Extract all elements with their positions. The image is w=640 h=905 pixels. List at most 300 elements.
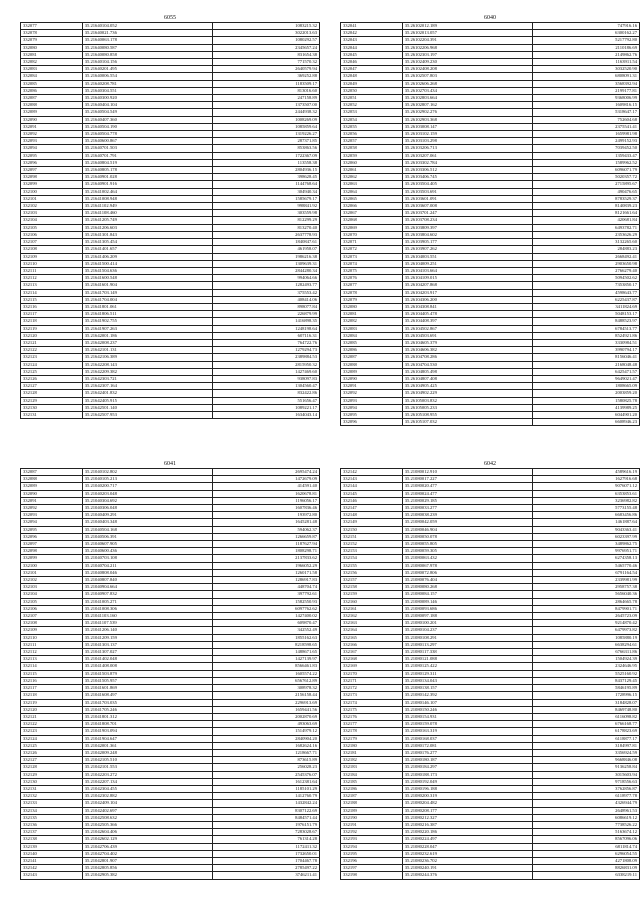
table-row [21,821,320,828]
row-id-cell: 332081 [21,51,83,58]
value-cell: 6118977.78 [532,793,639,800]
table-row [21,627,320,634]
table-row [341,339,640,346]
table-row [341,37,640,44]
value-cell: 8524921.86 [532,332,639,339]
row-id-cell: 332193 [341,836,403,843]
table-row [341,217,640,224]
value-cell: 2168048.48 [532,361,639,368]
table-row [341,857,640,864]
coordinate-cell: 35.21641500.414 [82,260,212,267]
coordinate-cell: 35.21080168.037 [402,735,532,742]
row-id-cell: 332124 [21,361,83,368]
coordinate-cell: 35.21080244.376 [402,872,532,879]
value-cell: 6766311.86 [532,649,639,656]
value-cell: 1986216.38 [212,253,319,260]
table-row [341,123,640,130]
coordinate-cell: 35.21040703.108 [82,555,212,562]
value-cell: 8488523.97 [532,318,639,325]
row-id-cell: 332191 [341,821,403,828]
coordinate-cell: 35.21080220.186 [402,829,532,836]
table-row [341,87,640,94]
table-row [341,260,640,267]
coordinate-cell: 35.21080050.078 [402,533,532,540]
coordinate-cell: 35.21042604.406 [82,829,212,836]
value-cell: 5163674.12 [532,829,639,836]
value-cell: 1183509.17 [212,80,319,87]
row-id-cell: 332110 [21,260,83,267]
value-cell: 1605574.22 [212,670,319,677]
row-id-cell: 332094 [21,519,83,526]
coordinate-cell: 35.21080089.146 [402,598,532,605]
row-id-cell: 332131 [21,785,83,792]
table-row [21,670,320,677]
table-row [341,634,640,641]
coordinate-cell: 35.26104708.286 [402,354,532,361]
value-cell: 8156046.41 [532,354,639,361]
value-cell: 3762856.87 [532,785,639,792]
value-cell: 2199177.81 [532,87,639,94]
panel-top-left [20,14,320,419]
row-id-cell: 332196 [341,857,403,864]
table-row [341,605,640,612]
coordinate-cell: 35.21641704.004 [82,296,212,303]
row-id-cell: 332058 [341,145,403,152]
coordinate-cell: 35.21080097.188 [402,613,532,620]
coordinate-cell: 35.21080146.107 [402,699,532,706]
row-id-cell: 332093 [341,397,403,404]
value-cell: 193972.80 [212,512,319,519]
coordinate-cell: 35.21641205.749 [82,217,212,224]
table-row [21,203,320,210]
table-row [21,497,320,504]
row-id-cell: 332170 [341,670,403,677]
value-cell: 1659441.56 [212,706,319,713]
table-row [21,728,320,735]
row-id-cell: 332104 [21,591,83,598]
value-cell: 4589616.19 [532,469,639,476]
coordinate-cell: 35.21041107.539 [82,620,212,627]
coordinate-cell: 35.21642101.131 [82,347,212,354]
row-id-cell: 332078 [21,30,83,37]
value-cell: 4598643.77 [532,289,639,296]
row-id-cell: 332116 [21,303,83,310]
table-row [21,836,320,843]
value-cell: 2110186.69 [532,44,639,51]
coordinate-cell: 35.21080232.619 [402,850,532,857]
table-row [341,231,640,238]
row-id-cell: 332146 [341,497,403,504]
coordinate-cell: 35.21041904.647 [82,735,212,742]
row-id-cell: 332090 [21,490,83,497]
table-row [21,807,320,814]
row-id-cell: 332072 [341,246,403,253]
coordinate-cell: 35.21040203.048 [82,490,212,497]
table-row [21,138,320,145]
value-cell: 2156158.44 [212,692,319,699]
row-id-cell: 332093 [21,512,83,519]
table-row [341,210,640,217]
table-row [341,375,640,382]
table-row [341,368,640,375]
row-id-cell: 332103 [21,584,83,591]
row-id-cell: 332103 [21,210,83,217]
table-row [341,656,640,663]
coordinate-cell: 35.21080072.806 [402,569,532,576]
row-id-cell: 332192 [341,829,403,836]
table-row [21,749,320,756]
table-row [21,145,320,152]
row-id-cell: 332126 [21,749,83,756]
coordinate-cell: 35.26104203.917 [402,289,532,296]
coordinate-cell: 35.21040704.211 [82,562,212,569]
table-row [341,239,640,246]
coordinate-cell: 35.26103601.091 [402,195,532,202]
value-cell: 1008269.09 [212,116,319,123]
row-id-cell: 332101 [21,569,83,576]
row-id-cell: 332122 [21,721,83,728]
table-row [341,850,640,857]
coordinate-cell: 35.26102013.057 [402,30,532,37]
coordinate-cell: 35.21080093.686 [402,605,532,612]
row-id-cell: 332043 [341,37,403,44]
value-cell: 2375541.41 [532,123,639,130]
value-cell: 5318647.17 [532,109,639,116]
coordinate-cell: 35.21080100.201 [402,620,532,627]
table-row [21,282,320,289]
value-cell: 2804936.15 [212,167,319,174]
table-row [21,541,320,548]
coordinate-cell: 35.26104807.408 [402,375,532,382]
coordinate-cell: 35.21640201.495 [82,66,212,73]
row-id-cell: 332111 [21,641,83,648]
table-row [341,195,640,202]
row-id-cell: 332124 [21,735,83,742]
coordinate-cell: 35.21080240.191 [402,865,532,872]
coordinate-cell: 35.21080020.477 [402,483,532,490]
table-row [21,735,320,742]
coordinate-cell: 35.26102902.276 [402,109,532,116]
value-cell: 752604.68 [532,116,639,123]
value-cell: 8307122.69 [212,807,319,814]
coordinate-cell: 35.21041808.701 [82,721,212,728]
row-id-cell: 332109 [21,627,83,634]
value-cell: 6096071.79 [532,167,639,174]
value-cell: 9976951.71 [532,548,639,555]
value-cell: 551656.47 [212,397,319,404]
row-id-cell: 332179 [341,735,403,742]
row-id-cell: 332126 [21,375,83,382]
value-cell: 9214870.42 [532,620,639,627]
value-cell: 420681.84 [532,217,639,224]
table-row [341,145,640,152]
table-row [21,390,320,397]
coordinate-cell: 35.21641008.948 [82,195,212,202]
row-id-cell: 332090 [341,375,403,382]
value-cell: 1966052.29 [212,562,319,569]
value-cell: 2903650.98 [532,260,639,267]
row-id-cell: 332091 [341,383,403,390]
row-id-cell: 332159 [341,591,403,598]
row-id-cell: 332153 [341,548,403,555]
table-row [21,37,320,44]
coordinate-cell: 35.26103102.159 [402,131,532,138]
coordinate-cell: 35.21640701.503 [82,145,212,152]
table-row [21,23,320,30]
value-cell: 6086619.12 [532,814,639,821]
table-row [341,253,640,260]
table-row [341,23,640,30]
table-row [21,361,320,368]
value-cell: 1732650.01 [212,850,319,857]
table-row [21,562,320,569]
coordinate-cell: 35.26105108.955 [402,411,532,418]
value-cell: 813270.40 [212,224,319,231]
row-id-cell: 332171 [341,677,403,684]
row-id-cell: 332142 [341,469,403,476]
value-cell: 308978.32 [212,685,319,692]
value-cell: 2844280.34 [212,267,319,274]
row-id-cell: 332113 [21,282,83,289]
table-row [21,73,320,80]
row-id-cell: 332075 [341,267,403,274]
table-row [21,483,320,490]
row-id-cell: 332180 [341,742,403,749]
table-row [341,267,640,274]
value-cell: 342552.49 [212,627,319,634]
row-id-cell: 332125 [21,368,83,375]
table-row [21,181,320,188]
coordinate-cell: 35.21080184.297 [402,764,532,771]
row-id-cell: 332060 [341,159,403,166]
coordinate-cell: 35.21040907.832 [82,591,212,598]
value-cell: 6638294.61 [532,641,639,648]
coordinate-cell: 35.26103809.397 [402,224,532,231]
row-id-cell: 332082 [341,318,403,325]
value-cell: 1427400.02 [212,613,319,620]
value-cell: 375553.42 [212,289,319,296]
value-cell: 2715895.67 [532,181,639,188]
coordinate-cell: 35.21040403.348 [82,519,212,526]
value-cell: 2345657.24 [212,44,319,51]
row-id-cell: 332065 [341,195,403,202]
table-row [341,519,640,526]
row-id-cell: 332185 [341,778,403,785]
panel-title: 6055 [164,15,176,21]
coordinate-cell: 35.21640300.920 [82,95,212,102]
table-row [341,699,640,706]
value-cell: 2296913.69 [212,699,319,706]
row-id-cell: 332117 [21,311,83,318]
table-row [21,339,320,346]
table-row [21,800,320,807]
coordinate-cell: 35.26104805.498 [402,368,532,375]
row-id-cell: 332110 [21,634,83,641]
value-cell: 1682624.16 [212,742,319,749]
table-row [21,850,320,857]
coordinate-cell: 35.21641301.843 [82,231,212,238]
table-row [341,548,640,555]
value-cell: 1704467.78 [212,857,319,864]
row-id-cell: 332165 [341,634,403,641]
row-id-cell: 332128 [21,390,83,397]
row-id-cell: 332080 [21,44,83,51]
row-id-cell: 332096 [21,159,83,166]
coordinate-cell: 35.21041505.957 [82,677,212,684]
row-id-cell: 332097 [21,541,83,548]
row-id-cell: 332112 [21,275,83,282]
coordinate-cell: 35.21641406.209 [82,253,212,260]
table-row [341,778,640,785]
row-id-cell: 332083 [341,325,403,332]
data-table [20,468,320,880]
table-row [21,231,320,238]
table-row [341,627,640,634]
row-id-cell: 332068 [341,217,403,224]
coordinate-cell: 35.21642106.389 [82,354,212,361]
row-id-cell: 332143 [21,872,83,879]
table-row [341,620,640,627]
table-row [341,404,640,411]
table-row [21,80,320,87]
row-id-cell: 332141 [21,857,83,864]
table-row [21,131,320,138]
value-cell: 6608946.23 [532,419,639,426]
row-id-cell: 332190 [341,814,403,821]
value-cell: 9136258.84 [532,764,639,771]
data-table [340,468,640,880]
table-row [341,526,640,533]
coordinate-cell: 35.21640208.781 [82,80,212,87]
table-row [341,354,640,361]
row-id-cell: 332062 [341,174,403,181]
value-cell: 6118877.17 [532,735,639,742]
row-id-cell: 332156 [341,569,403,576]
coordinate-cell: 35.26104606.382 [402,347,532,354]
table-row [341,303,640,310]
table-row [21,469,320,476]
coordinate-cell: 35.21641600.548 [82,275,212,282]
row-id-cell: 332104 [21,217,83,224]
value-cell: 2766279.40 [532,267,639,274]
row-id-cell: 332160 [341,598,403,605]
coordinate-cell: 35.21042905.382 [82,872,212,879]
value-cell: 6493782.71 [532,224,639,231]
row-id-cell: 332147 [341,505,403,512]
coordinate-cell: 35.21640080.587 [82,44,212,51]
value-cell: 2353626.29 [532,231,639,238]
value-cell: 1187627.94 [212,541,319,548]
table-row [341,512,640,519]
value-cell: 2444938.32 [212,109,319,116]
table-row [341,73,640,80]
table-row [341,181,640,188]
coordinate-cell: 35.26104605.379 [402,339,532,346]
coordinate-cell: 35.26102206.968 [402,44,532,51]
table-row [341,735,640,742]
table-row [21,318,320,325]
coordinate-cell: 35.21640805.178 [82,167,212,174]
table-row [21,721,320,728]
row-id-cell: 332152 [341,541,403,548]
table-row [341,361,640,368]
value-cell: 8826831.09 [532,865,639,872]
value-cell: 5773155.48 [532,505,639,512]
value-cell: 7738526.22 [532,821,639,828]
row-id-cell: 332158 [341,584,403,591]
row-id-cell: 332092 [21,131,83,138]
table-row [21,59,320,66]
value-cell: 1808298.71 [212,548,319,555]
value-cell: 2324646.95 [532,663,639,670]
coordinate-cell: 35.21041608.497 [82,692,212,699]
row-id-cell: 332121 [21,713,83,720]
table-row [21,210,320,217]
coordinate-cell: 35.21641401.657 [82,246,212,253]
coordinate-cell: 35.21641504.636 [82,267,212,274]
table-row [21,692,320,699]
value-cell: 6425471.57 [532,368,639,375]
coordinate-cell: 35.21040808.046 [82,569,212,576]
row-id-cell: 332098 [21,548,83,555]
table-row [21,109,320,116]
coordinate-cell: 35.21642001.186 [82,332,212,339]
coordinate-cell: 35.26103207.061 [402,152,532,159]
row-id-cell: 332070 [341,231,403,238]
row-id-cell: 332088 [21,102,83,109]
coordinate-cell: 35.21041005.271 [82,598,212,605]
value-cell: 1085859.64 [212,123,319,130]
row-id-cell: 332143 [341,476,403,483]
value-cell: 4139989.25 [532,404,639,411]
row-id-cell: 332178 [341,728,403,735]
coordinate-cell: 35.21042101.553 [82,764,212,771]
table-row [21,577,320,584]
value-cell: 6479973.82 [532,627,639,634]
coordinate-cell: 35.21041408.008 [82,663,212,670]
value-cell: 813016.60 [212,87,319,94]
table-row [341,742,640,749]
table-row [21,555,320,562]
value-cell: 2840904.20 [212,735,319,742]
coordinate-cell: 35.21042203.272 [82,771,212,778]
row-id-cell: 332132 [21,793,83,800]
coordinate-cell: 35.21080204.482 [402,800,532,807]
row-id-cell: 332100 [21,562,83,569]
table-row [341,793,640,800]
table-row [341,296,640,303]
coordinate-cell: 35.26102703.434 [402,87,532,94]
value-cell: 764722.76 [212,339,319,346]
value-cell: 832422.86 [212,390,319,397]
coordinate-cell: 35.21641601.904 [82,282,212,289]
table-row [341,706,640,713]
coordinate-cell: 35.21042105.510 [82,757,212,764]
coordinate-cell: 35.26103503.691 [402,188,532,195]
value-cell: 938097.83 [212,375,319,382]
value-cell: 2958757.38 [532,584,639,591]
panel-bottom-left [20,460,320,880]
value-cell: 2785497.22 [212,865,319,872]
row-id-cell: 332182 [341,757,403,764]
row-id-cell: 332087 [21,469,83,476]
row-id-cell: 332069 [341,224,403,231]
row-id-cell: 332064 [341,188,403,195]
row-id-cell: 332083 [21,66,83,73]
value-cell: 8218598.65 [212,641,319,648]
table-row [21,159,320,166]
table-row [341,311,640,318]
